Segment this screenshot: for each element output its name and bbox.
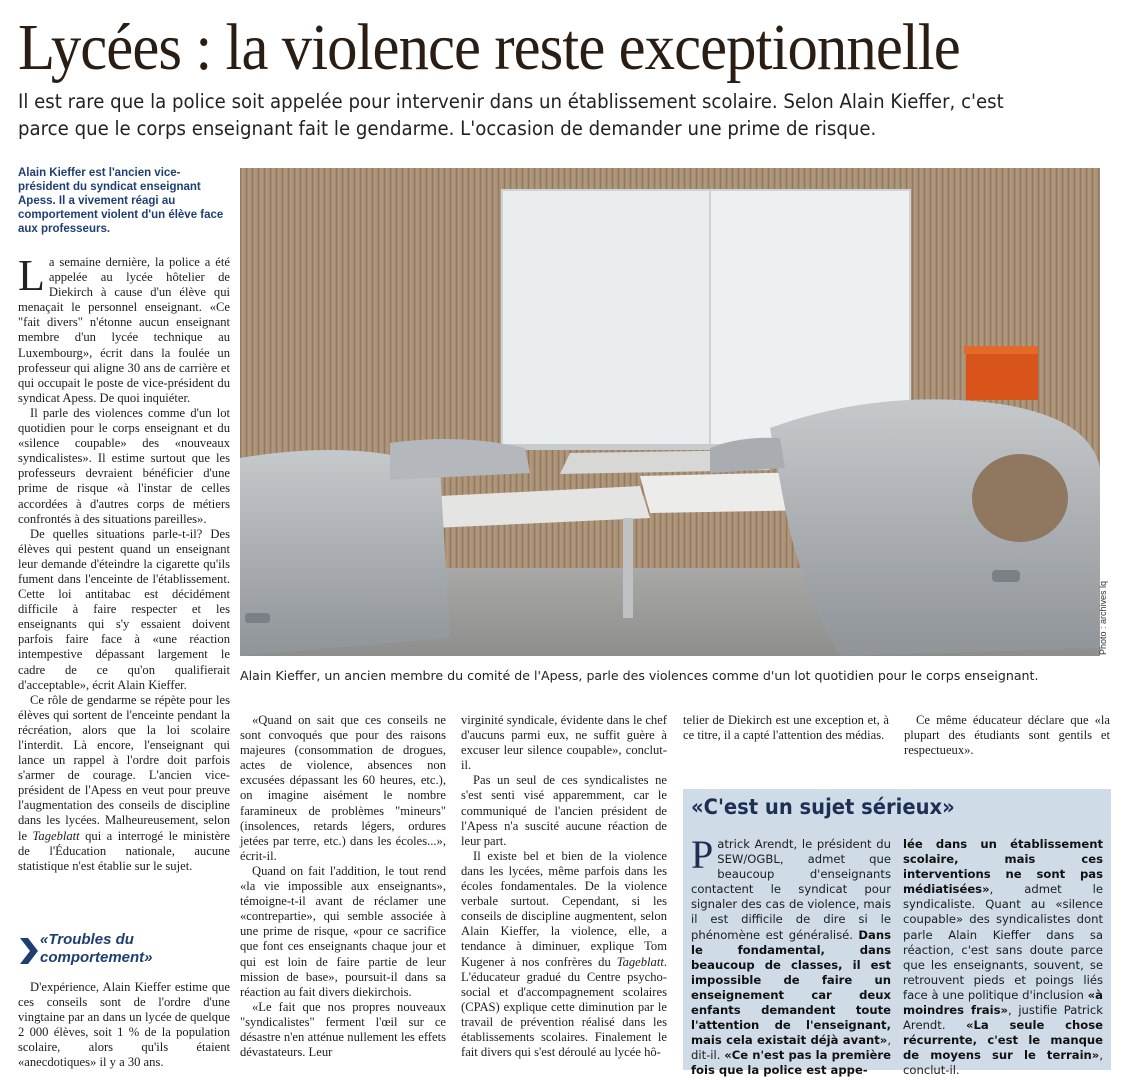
article-column-1: [18, 251, 230, 874]
article-column-4: [683, 713, 889, 743]
classroom-photo: [240, 168, 1100, 656]
photo-credit: Photo : archives lq: [1098, 580, 1108, 655]
paragraph: Ce même éducateur déclare que «la plupart des étudiants sont gentils et respectueux».: [904, 713, 1110, 758]
paragraph: D'expérience, Alain Kieffer estime que ces conseils sont de l'ordre d'une vingtaine par an dans un lycée de quelque 2 000 élèves, soit 1 % de la population scolaire, alors qu'ils étaient «anecdotiques» il y a 30 ans.: [18, 980, 230, 1070]
paragraph: «Quand on sait que ces conseils ne sont convoqués que pour des raisons majeures (consommation de drogues, actes de violence, absences non excusées dépassant les 60 heures, etc.), on imagine aisément le nombre faramineux de problèmes "mineurs" (insolences, retards légers, ordures jetées par terre, etc.) dans les écoles...», écrit-il.: [240, 713, 446, 863]
sidebar-box-column-1: Patrick Arendt, le président du SEW/OGBL, admet que beaucoup d'enseignants contactent le syndicat pour signaler des cas de violence, mais il est difficile de dire si le phénomène est généralisé. Dans le fondamental, dans beaucoup de classes, il est impossible de faire un enseignement car deux enfants demandent toute l'attention de l'enseignant, mais cela existait déjà avant», dit-il. «Ce n'est pas la première fois que la police est appe-: [691, 832, 891, 1078]
classroom-photo-image: [240, 168, 1100, 656]
sidebar-box: [683, 789, 1111, 1078]
drop-cap: P: [691, 832, 714, 877]
paragraph: De quelles situations parle-t-il? Des élèves qui pestent quand un enseignant leur demande d'éteindre la cigarette qu'ils fument dans l'enceinte de l'établissement. Cette loi antitabac est décidément difficile à faire respecter et les enseignants qui s'y essaient doivent parfois faire face à «une réaction intempestive dépassant largement le cadre de ce qu'on qualifierait d'acceptable», écrit Alain Kieffer.: [18, 526, 230, 692]
subhead: [18, 930, 230, 970]
paragraph: Ce rôle de gendarme se répète pour les élèves qui sortent de l'enceinte pendant la récréation, alors que la loi scolaire l'interdit. Là encore, l'enseignant qui lance un rappel à l'ordre doit parfois s'armer de courage. L'ancien vice-président de l'Apess en veut pour preuve l'augmentation des conseils de discipline dans les lycées. Malheureusement, selon le Tageblatt qui a interrogé le ministère de l'Éducation nationale, aucune statistique n'est établie sur le sujet.: [18, 692, 230, 873]
paragraph: Pas un seul de ces syndicalistes ne s'est senti visé apparemment, car le communiqué de l'ancien président de l'Apess n'a suscité aucune réaction de leur part.: [461, 773, 667, 848]
drop-cap: L: [18, 251, 45, 300]
paragraph: La semaine dernière, la police a été appelée au lycée hôtelier de Diekirch à cause d'un élève qui menaçait le personnel enseignant. «Ce "fait divers" n'étonne aucun enseignant membre d'un lycée technique au Luxembourg», écrit dans la foulée un professeur qui aligne 30 ans de carrière et qui occupait le poste de vice-président du syndicat Apess. De quoi inquiéter.: [18, 251, 230, 405]
sidebar-box-column-2: lée dans un établissement scolaire, mais ces interventions ne sont pas médiatisées», admet le syndicaliste. Quant au «silence coupable» des syndicalistes dont parle Alain Kieffer dans sa réaction, c'est sans doute parce que les enseignants, souvent, se retrouvent pieds et poings liés face à une politique d'inclusion «à moindres frais», justifie Patrick Arendt. «La seule chose récurrente, c'est le manque de moyens sur le terrain», conclut-il.: [903, 837, 1104, 1078]
article-column-1-end: [18, 980, 230, 1071]
paragraph: virginité syndicale, évidente dans le chef d'aucuns parmi eux, ne suffit guère à excuser leur silence coupable», conclut-il.: [461, 713, 667, 773]
kicker: Alain Kieffer est l'ancien vice-président du syndicat enseignant Apess. Il a vivement réagi au comportement violent d'un élève face aux professeurs.: [18, 167, 224, 235]
article-column-3: [461, 713, 667, 1060]
paragraph: Il parle des violences comme d'un lot quotidien pour le corps enseignant et du «silence coupable» des «nouveaux syndicalistes». Il estime surtout que les professeurs devraient bénéficier d'une prime de risque «à l'instar de celles accordées à d'autres corps de métiers confrontés à des situations pareilles».: [18, 405, 230, 526]
paragraph: «Le fait que nos propres nouveaux "syndicalistes" ferment l'œil sur ce désastre n'en atténue nullement les effets dévastateurs. Leur: [240, 999, 446, 1060]
article-column-2: [240, 713, 446, 1060]
deck: Il est rare que la police soit appelée pour intervenir dans un établissement scolaire. Selon Alain Kieffer, c'est parce que le corps enseignant fait le gendarme. L'occasion de demander une prime de risque.: [18, 90, 1004, 140]
chevron-right-icon: [18, 936, 40, 966]
subhead-text: «Troubles du comportement»: [40, 931, 153, 966]
paragraph: Quand on fait l'addition, le tout rend «la vie impossible aux enseignants», témoigne-t-il avant de réclamer une «contrepartie», qui semble associée à une prime de risque, «pour ce sacrifice que font ces enseignants chaque jour et qui est loin de faire partie de leur mission de base», poursuit-il dans sa réaction au fait divers diekirchois.: [240, 863, 446, 999]
headline: Lycées : la violence reste exceptionnelle: [18, 11, 960, 84]
paragraph: Il existe bel et bien de la violence dans les lycées, même parfois dans les écoles fondamentales. De la violence verbale surtout. Cependant, si les conseils de discipline augmentent, selon Alain Kieffer, la violence, elle, a tendance à diminuer, explique Tom Kugener à nos confrères du Tageblatt. L'éducateur gradué du Centre psycho-social et d'accompagnement scolaires (CPAS) explique cette diminution par le travail de prévention réalisé dans les établissements scolaires. Finalement le fait divers qui s'est déroulé au lycée hô-: [461, 848, 667, 1060]
sidebar-box-title: «C'est un sujet sérieux»: [691, 795, 955, 819]
article-column-5: [904, 713, 1110, 758]
paragraph: telier de Diekirch est une exception et, à ce titre, il a capté l'attention des médias.: [683, 713, 889, 743]
photo-caption: Alain Kieffer, un ancien membre du comité de l'Apess, parle des violences comme d'un lot quotidien pour le corps enseignant.: [240, 668, 1039, 683]
